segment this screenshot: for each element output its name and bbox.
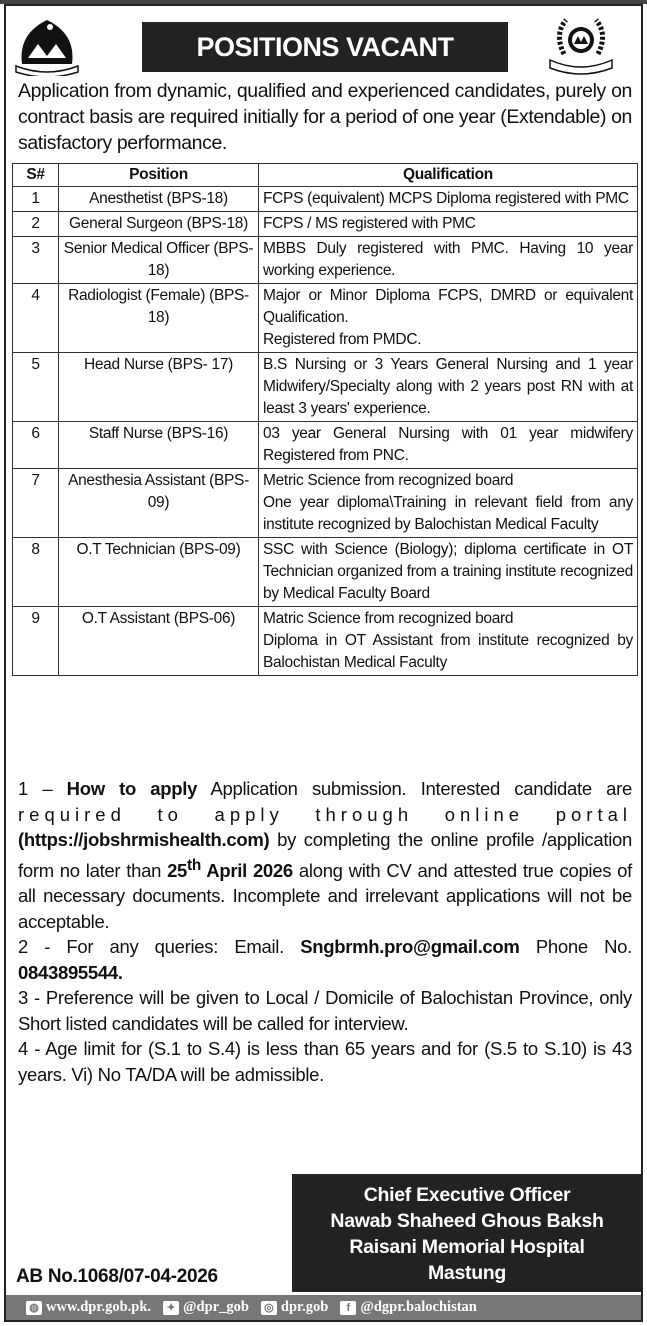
email-link[interactable]: Sngbrmh.pro@gmail.com [300, 936, 520, 958]
cell-sn: 4 [13, 284, 59, 353]
deadline: 25th April 2026 [167, 856, 293, 881]
cell-sn: 2 [13, 212, 59, 237]
note-queries: 2 - For any queries: Email. Sngbrmh.pro@gmail.com Phone No. 0843895544. [18, 936, 632, 983]
hospital-emblem-logo [548, 14, 614, 76]
instagram-handle[interactable]: dpr.gob [280, 1299, 329, 1315]
cell-position: Anesthesia Assistant (BPS-09) [59, 469, 259, 538]
cell-qualification: FCPS / MS registered with PMC [259, 212, 638, 237]
cell-qualification: B.S Nursing or 3 Years General Nursing and 1 year Midwifery/Specialty along with 2 years post RN with at least 3 years' experience. [259, 353, 638, 422]
cell-position: Senior Medical Officer (BPS-18) [59, 237, 259, 284]
cell-sn: 6 [13, 422, 59, 469]
cell-sn: 8 [13, 538, 59, 607]
cell-qualification: SSC with Science (Biology); diploma certificate in OT Technician organized from a training institute recognized by Medical Faculty Board [259, 538, 638, 607]
cell-sn: 7 [13, 469, 59, 538]
cell-sn: 9 [13, 607, 59, 676]
cell-position: General Surgeon (BPS-18) [59, 212, 259, 237]
signature-block: Chief Executive Officer Nawab Shaheed Ghous Baksh Raisani Memorial Hospital Mastung [292, 1174, 642, 1292]
intro-text: Application from dynamic, qualified and experienced candidates, purely on contract basis are required initially for a period of one year (Extendable) on satisfactory performance. [18, 80, 632, 154]
header-qualification: Qualification [259, 164, 638, 187]
globe-icon: ◍ [26, 1301, 42, 1315]
note-preference: 3 - Preference will be given to Local / Domicile of Balochistan Province, only Short listed candidates will be called for interview. [18, 987, 632, 1034]
table-row [13, 237, 638, 284]
phone-number: 0843895544. [18, 961, 123, 983]
header-sn: S# [13, 164, 59, 187]
table-header-row [13, 164, 638, 187]
page-title: POSITIONS VACANT [142, 22, 508, 72]
facebook-handle[interactable]: @dgpr.balochistan [360, 1299, 477, 1315]
table-row [13, 607, 638, 676]
facebook-icon: f [340, 1301, 356, 1315]
cell-sn: 5 [13, 353, 59, 422]
table-row [13, 422, 638, 469]
balochistan-emblem-logo [14, 14, 80, 76]
cell-position: Anesthetist (BPS-18) [59, 187, 259, 212]
cell-position: O.T Technician (BPS-09) [59, 538, 259, 607]
ab-number: AB No.1068/07-04-2026 [16, 1266, 218, 1287]
note-how-to-apply: 1 – How to apply Application submission. Interested candidate are required to apply through online portal (https://jobshrmishealth.com) by completing the online profile /application form no later than 25th April 2026 along with CV and attested true copies of all necessary documents. Incomplete and irrelevant applications will not be acceptable. [18, 778, 633, 932]
instructions [18, 776, 632, 1087]
header-position: Position [59, 164, 259, 187]
portal-link[interactable]: (https://jobshrmishealth.com) [18, 829, 270, 850]
cell-qualification: Metric Science from recognized board One year diploma\Training in relevant field from any institute recognized by Balochistan Medical Faculty [259, 469, 638, 538]
cell-qualification: FCPS (equivalent) MCPS Diploma registered with PMC [259, 187, 638, 212]
cell-position: Staff Nurse (BPS-16) [59, 422, 259, 469]
footer-bar [6, 1295, 641, 1320]
cell-position: Radiologist (Female) (BPS-18) [59, 284, 259, 353]
cell-qualification: 03 year General Nursing with 01 year midwifery Registered from PNC. [259, 422, 638, 469]
twitter-handle[interactable]: @dpr_gob [183, 1299, 249, 1315]
cell-position: Head Nurse (BPS- 17) [59, 353, 259, 422]
instagram-icon: ◎ [261, 1301, 277, 1315]
table-row [13, 353, 638, 422]
table-row [13, 538, 638, 607]
website-link[interactable]: www.dpr.gob.pk. [46, 1299, 152, 1315]
cell-qualification: Major or Minor Diploma FCPS, DMRD or equivalent Qualification. Registered from PMDC. [259, 284, 638, 353]
table-row [13, 284, 638, 353]
cell-position: O.T Assistant (BPS-06) [59, 607, 259, 676]
cell-sn: 3 [13, 237, 59, 284]
twitter-icon: ✦ [163, 1301, 179, 1315]
cell-sn: 1 [13, 187, 59, 212]
note-age-limit: 4 - Age limit for (S.1 to S.4) is less than 65 years and for (S.5 to S.10) is 43 years. Vi) No TA/DA will be admissible. [18, 1038, 632, 1085]
positions-table [12, 163, 638, 676]
cell-qualification: MBBS Duly registered with PMC. Having 10 year working experience. [259, 237, 638, 284]
table-row [13, 187, 638, 212]
cell-qualification: Matric Science from recognized board Diploma in OT Assistant from institute recognized by Balochistan Medical Faculty [259, 607, 638, 676]
table-row [13, 469, 638, 538]
table-row [13, 212, 638, 237]
